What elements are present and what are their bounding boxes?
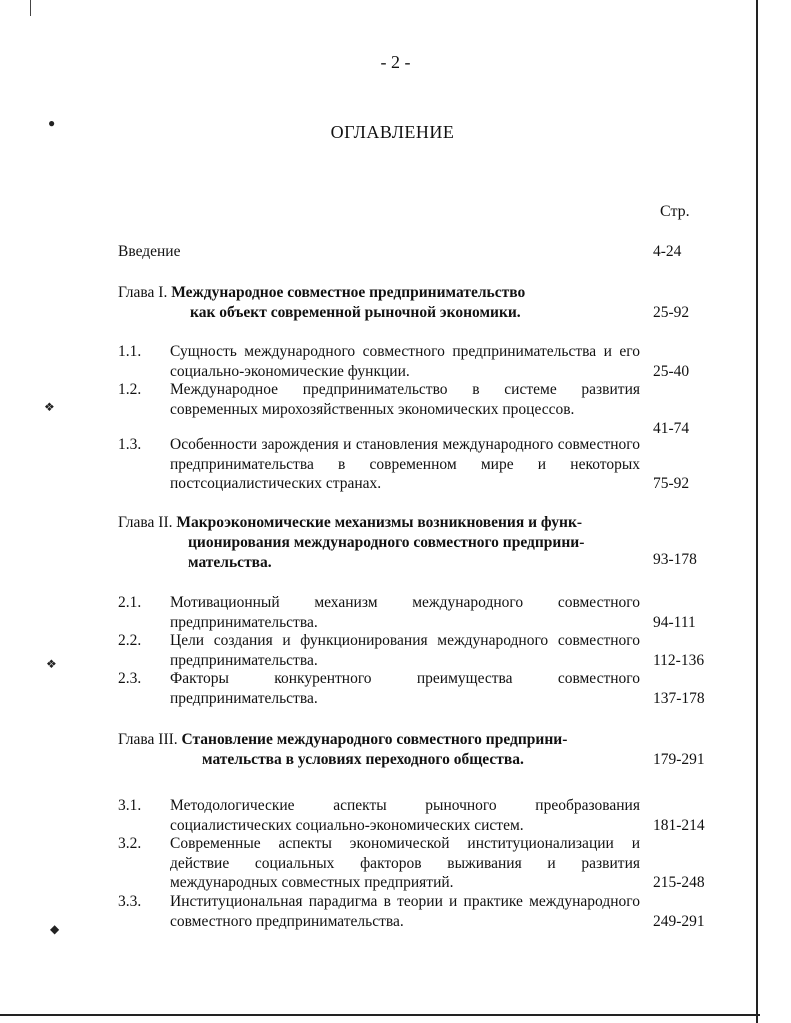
chapter-label: Глава I.	[118, 284, 168, 301]
chapter-title-continued: мательства.	[188, 554, 272, 571]
chapter-title: Международное совместное предпринимательство	[171, 284, 526, 301]
section-number: 3.1.	[118, 797, 142, 814]
section-number: 3.3.	[118, 893, 142, 910]
page-border-right	[756, 0, 758, 1023]
page-border-mark	[30, 0, 31, 16]
page-border-bottom	[0, 1014, 760, 1016]
chapter-pages: 25-92	[653, 304, 690, 321]
page-number: - 2 -	[380, 52, 411, 72]
scan-speck: ●	[48, 116, 56, 130]
page-title: ОГЛАВЛЕНИЕ	[330, 122, 455, 142]
chapter-title: Макроэкономические механизмы возникновения и функ-	[176, 514, 583, 531]
toc-intro-pages: 4-24	[653, 243, 682, 260]
section-number: 1.1.	[118, 343, 142, 360]
section-pages: 94-111	[653, 613, 696, 631]
section-number: 1.3.	[118, 436, 142, 453]
chapter-title: Становление международного совместного предприни-	[181, 731, 568, 748]
chapter-pages: 179-291	[653, 751, 705, 768]
section-title: Цели создания и функционирования международного совместного предпринимательства.	[170, 632, 640, 669]
section-title: Методологические аспекты рыночного преобразования социалистических социально-экономических систем.	[170, 797, 640, 834]
section-number: 2.1.	[118, 594, 142, 611]
toc-chapter	[118, 513, 718, 573]
section-pages: 137-178	[653, 689, 705, 707]
section-number: 2.3.	[118, 670, 142, 687]
section-pages: 181-214	[653, 816, 705, 834]
chapter-title-continued: ционирования международного совместного предприни-	[188, 534, 585, 551]
chapter-pages: 93-178	[653, 551, 697, 568]
section-title: Международное предпринимательство в системе развития современных мирохозяйственных экономических процессов.	[170, 381, 640, 418]
scan-speck: ❖	[46, 657, 57, 671]
scan-speck: ◆	[50, 922, 60, 936]
toc-chapter	[118, 730, 718, 770]
chapter-label: Глава II.	[118, 514, 173, 531]
section-pages: 249-291	[653, 912, 705, 930]
section-title: Факторы конкурентного преимущества совместного предпринимательства.	[170, 670, 640, 707]
page-column-header: Стр.	[660, 203, 690, 220]
section-pages: 41-74	[653, 420, 690, 437]
toc-intro-label: Введение	[118, 243, 181, 260]
section-number: 3.2.	[118, 835, 142, 852]
chapter-title-continued: мательства в условиях переходного общества.	[202, 751, 524, 768]
section-title: Современные аспекты экономической институционализации и действие социальных факторов выживания и развития международных совместных предприятий.	[170, 835, 640, 891]
section-pages: 25-40	[653, 362, 690, 380]
section-title: Институциональная парадигма в теории и практике международного совместного предпринимательства.	[170, 893, 640, 930]
toc-chapter	[118, 283, 718, 323]
section-number: 2.2.	[118, 632, 142, 649]
chapter-label: Глава III.	[118, 731, 178, 748]
section-pages: 75-92	[653, 475, 690, 492]
chapter-title-continued: как объект современной рыночной экономики.	[190, 304, 521, 321]
toc-intro	[118, 242, 718, 261]
section-title: Сущность международного совместного предпринимательства и его социально-экономические функции.	[170, 343, 640, 380]
section-title: Особенности зарождения и становления международного совместного предпринимательства в современном мире и некоторых постсоциалистических странах.	[170, 436, 640, 492]
section-pages: 112-136	[653, 651, 705, 669]
section-pages: 215-248	[653, 874, 705, 891]
section-title: Мотивационный механизм международного совместного предпринимательства.	[170, 594, 640, 631]
scan-speck: ❖	[44, 400, 55, 414]
section-number: 1.2.	[118, 381, 142, 398]
